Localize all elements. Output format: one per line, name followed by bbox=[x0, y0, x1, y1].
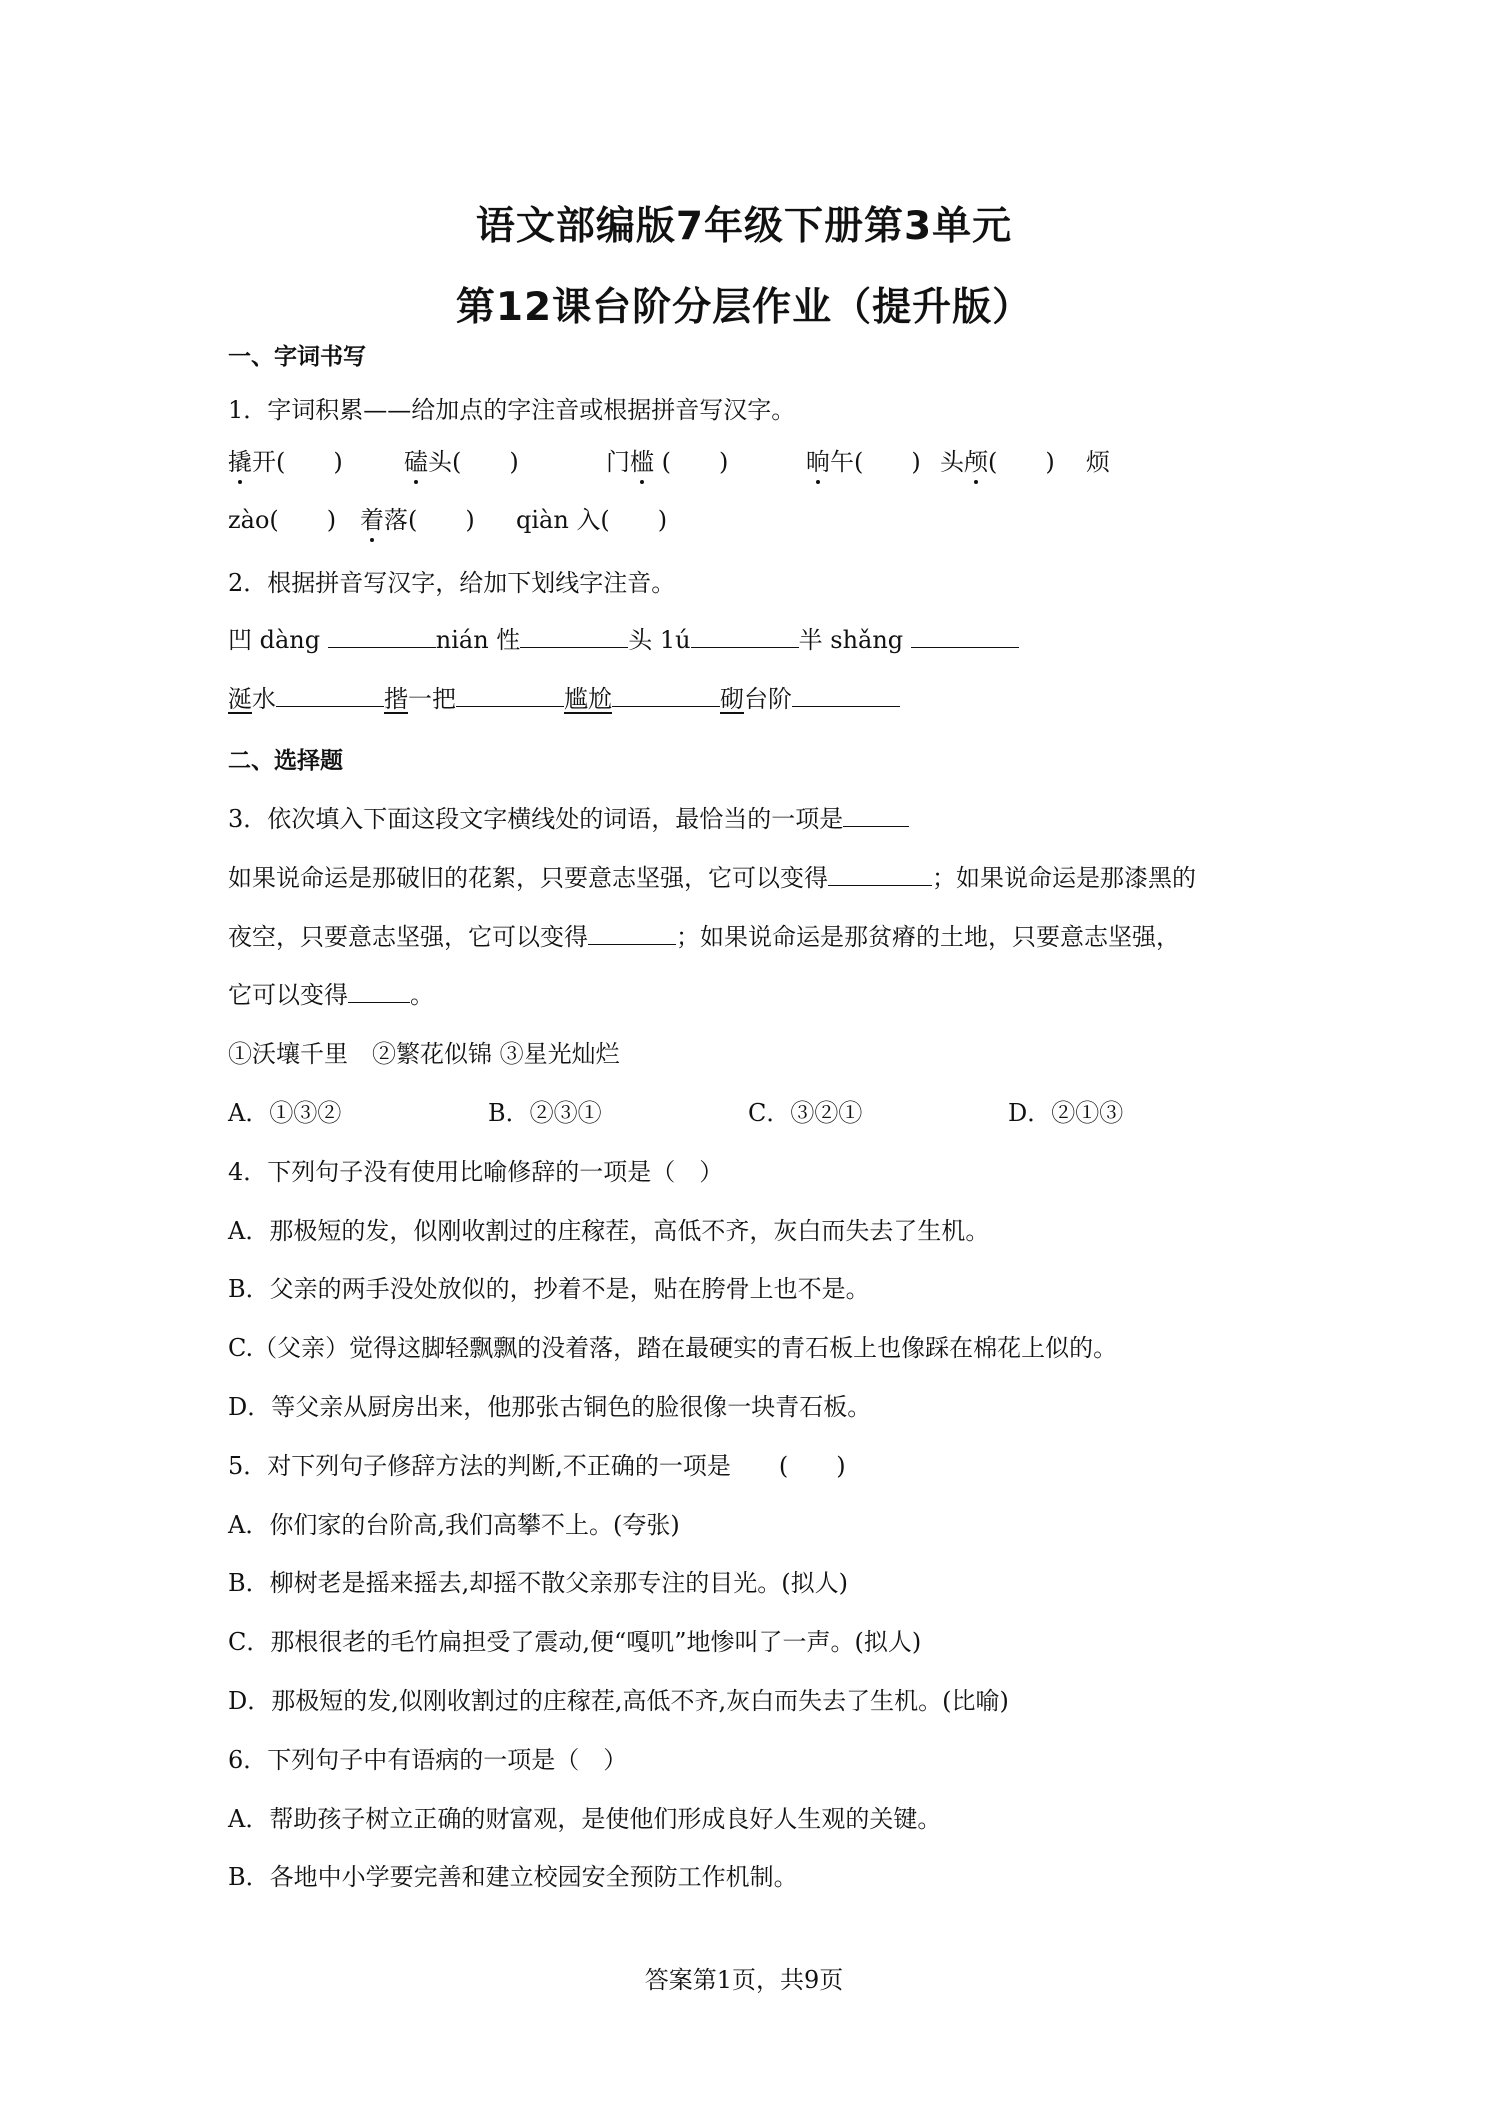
q3-option-d: D．②①③ bbox=[1008, 1099, 1124, 1127]
section-heading: 一、字词书写 bbox=[228, 344, 366, 370]
question-5-stem: 5．对下列句子修辞方法的判断,不正确的一项是 ( ) bbox=[228, 1452, 846, 1480]
q1-item: 门槛 ( ) bbox=[606, 448, 729, 476]
q3-option-a: A．①③② bbox=[228, 1099, 342, 1127]
q4-option-a: A．那极短的发，似刚收割过的庄稼茬，高低不齐，灰白而失去了生机。 bbox=[228, 1217, 990, 1245]
q5-option-c: C．那根很老的毛竹扁担受了震动,便“嘎叽”地惨叫了一声。(拟人) bbox=[228, 1628, 922, 1656]
q1-item: zào( ) bbox=[228, 506, 337, 534]
q3-word-choices: ①沃壤千里 ②繁花似锦 ③星光灿烂 bbox=[228, 1040, 620, 1068]
q4-option-c: C.（父亲）觉得这脚轻飘飘的没着落，踏在最硬实的青石板上也像踩在棉花上似的。 bbox=[228, 1334, 1118, 1362]
doc-title-line2: 第12课台阶分层作业（提升版） bbox=[455, 285, 1033, 330]
q5-option-d: D．那极短的发,似刚收割过的庄稼茬,高低不齐,灰白而失去了生机。(比喻) bbox=[228, 1687, 1009, 1715]
q1-item: 撬开( ) bbox=[228, 448, 343, 476]
question-2-stem: 2．根据拼音写汉字，给加下划线字注音。 bbox=[228, 569, 676, 597]
q1-item: 烦 bbox=[1086, 448, 1110, 476]
q1-item: 磕头( ) bbox=[404, 448, 519, 476]
question-4-stem: 4．下列句子没有使用比喻修辞的一项是（ ） bbox=[228, 1158, 724, 1186]
q3-option-b: B．②③① bbox=[488, 1099, 602, 1127]
question-6-stem: 6．下列句子中有语病的一项是（ ） bbox=[228, 1746, 628, 1774]
page-number-footer: 答案第1页，共9页 bbox=[644, 1966, 844, 1994]
q4-option-b: B．父亲的两手没处放似的，抄着不是，贴在胯骨上也不是。 bbox=[228, 1275, 870, 1303]
q3-option-c: C．③②① bbox=[748, 1099, 863, 1127]
q1-item: 晌午( ) bbox=[806, 448, 921, 476]
q2-row1: 凹 dàng nián 性 头 1ú 半 shǎng bbox=[228, 624, 1019, 656]
section-heading: 二、选择题 bbox=[228, 748, 343, 774]
q6-option-a: A．帮助孩子树立正确的财富观，是使他们形成良好人生观的关键。 bbox=[228, 1805, 942, 1833]
q5-option-a: A．你们家的台阶高,我们高攀不上。(夸张) bbox=[228, 1511, 680, 1539]
q3-passage-line: 夜空，只要意志坚强，它可以变得 ；如果说命运是那贫瘠的土地，只要意志坚强， bbox=[228, 923, 1180, 951]
question-1-stem: 1．字词积累——给加点的字注音或根据拼音写汉字。 bbox=[228, 396, 796, 424]
question-3-stem: 3．依次填入下面这段文字横线处的词语，最恰当的一项是 bbox=[228, 803, 909, 835]
q1-item: qiàn 入( ) bbox=[516, 506, 668, 534]
q3-passage-line: 它可以变得 。 bbox=[228, 981, 434, 1009]
q4-option-d: D．等父亲从厨房出来，他那张古铜色的脸很像一块青石板。 bbox=[228, 1393, 872, 1421]
q1-item: 头颅( ) bbox=[940, 448, 1055, 476]
q3-passage-line: 如果说命运是那破旧的花絮，只要意志坚强，它可以变得 ；如果说命运是那漆黑的 bbox=[228, 864, 1196, 892]
q2-row2: 涎水 揩一把 尴尬 砌台阶 bbox=[228, 683, 900, 715]
q1-item: 着落( ) bbox=[360, 506, 475, 534]
doc-title-line1: 语文部编版7年级下册第3单元 bbox=[475, 204, 1013, 249]
q6-option-b: B．各地中小学要完善和建立校园安全预防工作机制。 bbox=[228, 1863, 798, 1891]
q5-option-b: B．柳树老是摇来摇去,却摇不散父亲那专注的目光。(拟人) bbox=[228, 1569, 848, 1597]
